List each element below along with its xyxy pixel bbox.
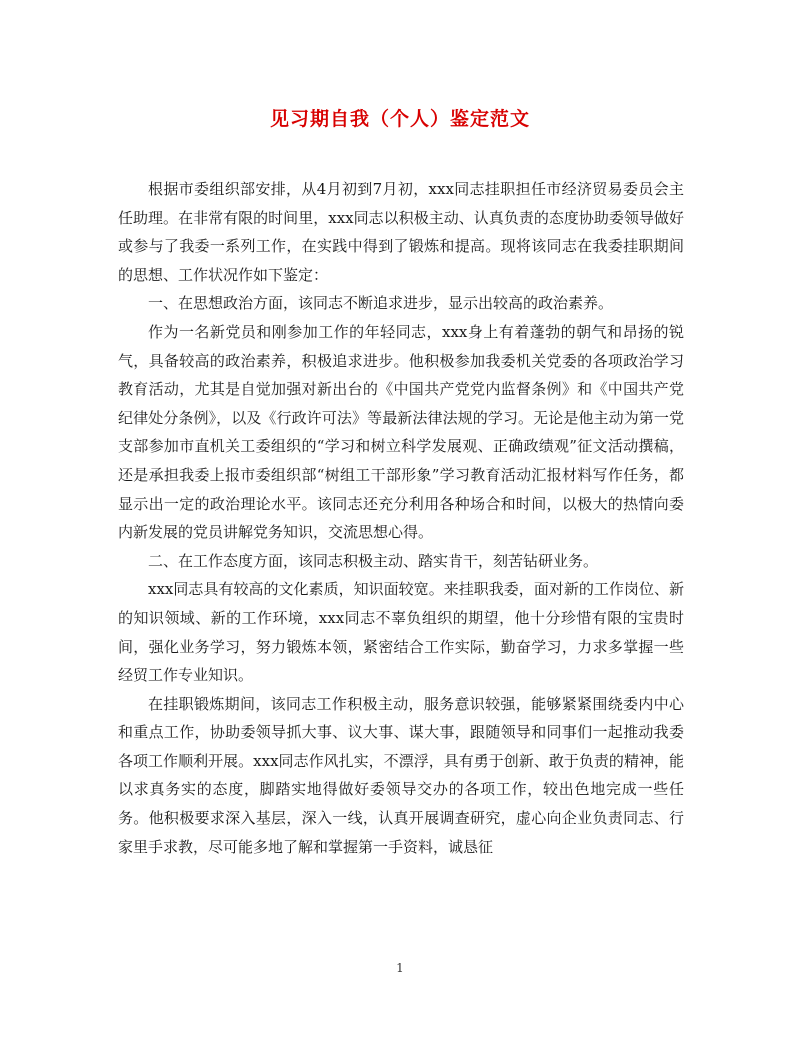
body-paragraph-political: 作为一名新党员和刚参加工作的年轻同志，xxx身上有着蓬勃的朝气和昂扬的锐气，具备较高的政治素养，积极追求进步。他积极参加我委机关党委的各项政治学习教育活动，尤其是自觉加强对新出台的《中国共产党党内监督条例》和《中国共产党纪律处分条例》，以及《行政许可法》等最新法律法规的学习。无论是他主动为第一党支部参加市直机关工委组织的“学习和树立科学发展观、正确政绩观”征文活动撰稿，还是承担我委上报市委组织部“树组工干部形象”学习教育活动汇报材料写作任务，都显示出一定的政治理论水平。该同志还充分利用各种场合和时间，以极大的热情向委内新发展的党员讲解党务知识，交流思想心得。 xyxy=(118,322,684,542)
document-title: 见习期自我（个人）鉴定范文 xyxy=(269,108,530,130)
intro-paragraph: 根据市委组织部安排，从4月初到7月初，xxx同志挂职担任市经济贸易委员会主任助理。在非常有限的时间里，xxx同志以积极主动、认真负责的态度协助委领导做好或参与了我委一系列工作，在实践中得到了锻炼和提高。现将该同志在我委挂职期间的思想、工作状况作如下鉴定： xyxy=(118,180,684,284)
body-paragraph-work: 在挂职锻炼期间，该同志工作积极主动，服务意识较强，能够紧紧围绕委内中心和重点工作，协助委领导抓大事、议大事、谋大事，跟随领导和同事们一起推动我委各项工作顺利开展。xxx同志作风扎实，不漂浮，具有勇于创新、敢于负责的精神，能以求真务实的态度，脚踏实地得做好委领导交办的各项工作，较出色地完成一些任务。他积极要求深入基层，深入一线，认真开展调查研究，虚心向企业负责同志、行家里手求教，尽可能多地了解和掌握第一手资料，诚恳征 xyxy=(118,694,684,856)
section-heading-work-attitude: 二、在工作态度方面，该同志积极主动、踏实肯干，刻苦钻研业务。 xyxy=(148,551,599,570)
section-heading-political: 一、在思想政治方面，该同志不断追求进步，显示出较高的政治素养。 xyxy=(148,294,614,313)
body-paragraph-study: xxx同志具有较高的文化素质，知识面较宽。来挂职我委，面对新的工作岗位、新的知识领域、新的工作环境，xxx同志不辜负组织的期望，他十分珍惜有限的宝贵时间，强化业务学习，努力锻炼本领，紧密结合工作实际，勤奋学习，力求多掌握一些经贸工作专业知识。 xyxy=(118,580,684,685)
document-body xyxy=(118,175,684,861)
page-number: 1 xyxy=(396,961,404,975)
